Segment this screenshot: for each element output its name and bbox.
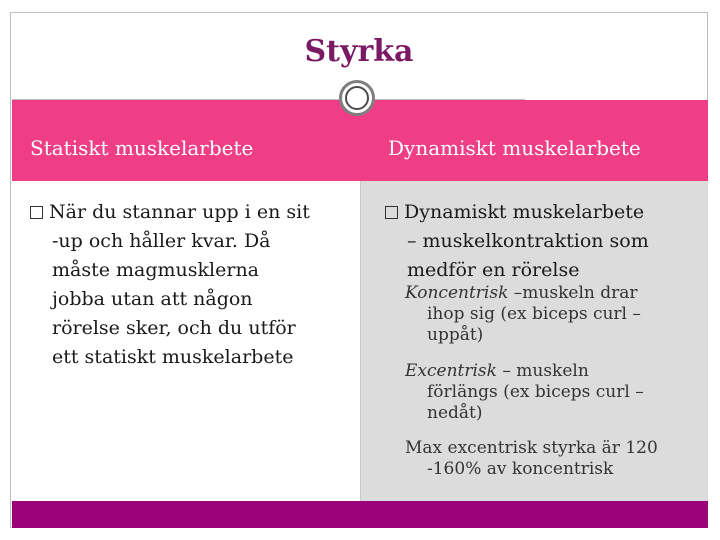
left-bullet-line: rörelse sker, och du utför xyxy=(52,317,296,339)
term-excentrisk: Excentrisk xyxy=(405,361,497,381)
left-bullet-line: jobba utan att någon xyxy=(52,288,253,310)
sub-bullet-max: Max excentrisk styrka är 120 -160% av koncentrisk xyxy=(405,438,658,479)
left-bullet-line: -up och håller kvar. Då xyxy=(52,230,271,252)
checkbox-bullet-icon xyxy=(385,206,398,219)
circle-ornament-icon xyxy=(339,80,375,116)
sub-bullet-excentrisk: Excentrisk – muskeln förlängs (ex biceps curl – nedåt) xyxy=(405,361,644,423)
right-bullet-line: Dynamiskt muskelarbete xyxy=(385,198,649,227)
sub-bullet-koncentrisk: Koncentrisk –muskeln drar ihop sig (ex biceps curl – uppåt) xyxy=(405,283,641,345)
circle-ornament-inner xyxy=(345,86,369,110)
left-bullet xyxy=(30,198,310,372)
right-bullet-line: – muskelkontraktion som xyxy=(407,230,649,252)
term-koncentrisk: Koncentrisk xyxy=(405,283,509,303)
footer-band xyxy=(12,501,708,528)
column-divider xyxy=(360,181,361,501)
right-bullet xyxy=(385,198,649,285)
right-bullet-line: medför en rörelse xyxy=(407,259,580,281)
left-bullet-line: När du stannar upp i en sit xyxy=(30,198,310,227)
right-column-heading: Dynamiskt muskelarbete xyxy=(388,136,641,160)
left-column-heading: Statiskt muskelarbete xyxy=(30,136,254,160)
checkbox-bullet-icon xyxy=(30,206,43,219)
slide-title: Styrka xyxy=(304,34,414,69)
left-bullet-line: ett statiskt muskelarbete xyxy=(52,346,294,368)
left-bullet-line: måste magmusklerna xyxy=(52,259,260,281)
